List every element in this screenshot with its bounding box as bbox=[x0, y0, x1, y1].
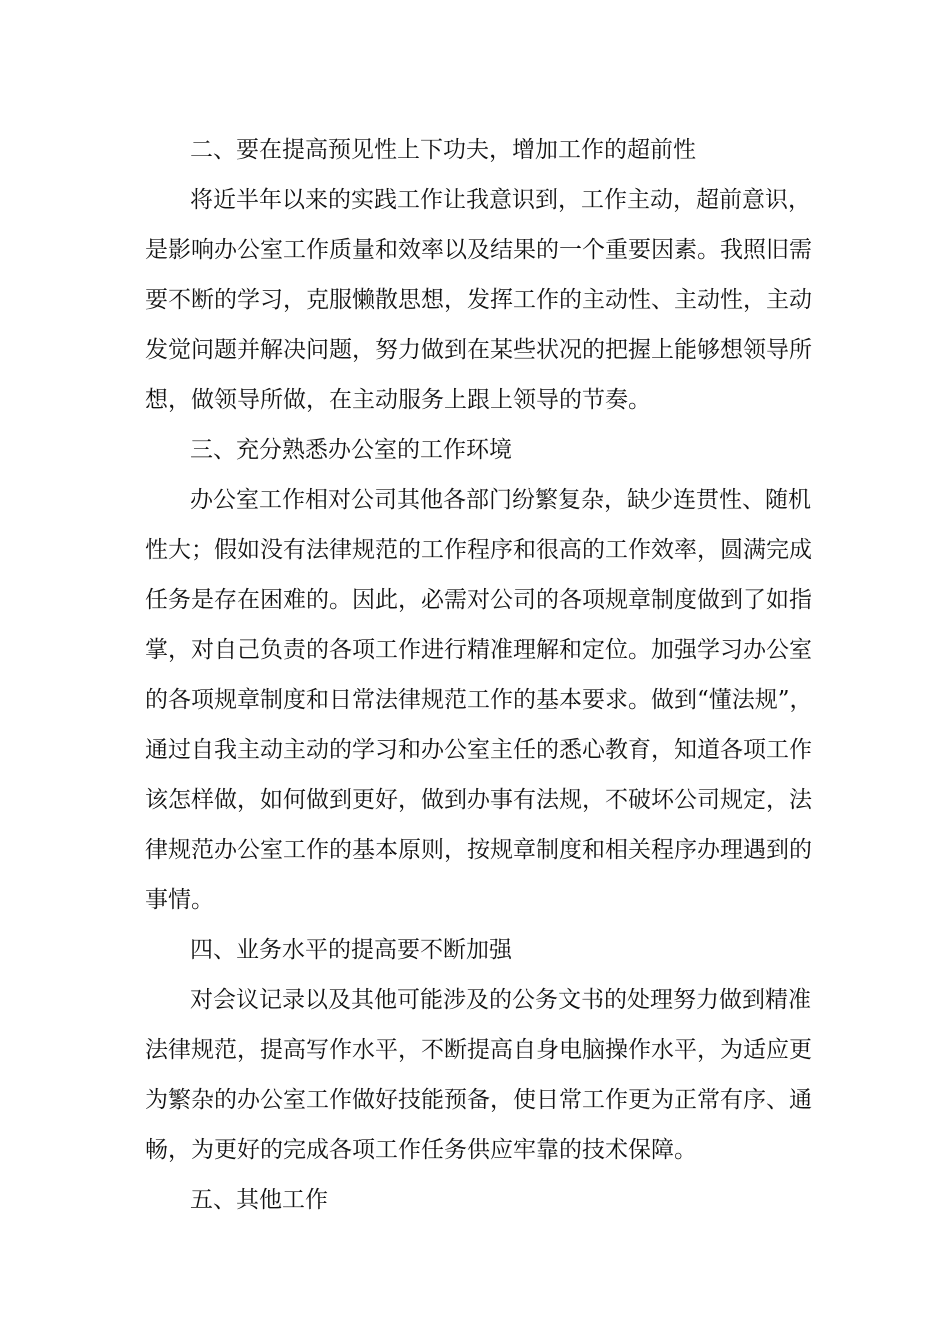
paragraph-line: 发觉问题并解决问题，努力做到在某些状况的把握上能够想领导所 bbox=[145, 337, 812, 363]
paragraph-line: 律规范办公室工作的基本原则，按规章制度和相关程序办理遇到的 bbox=[145, 837, 812, 863]
paragraph-line: 该怎样做，如何做到更好，做到办事有法规，不破坏公司规定，法 bbox=[145, 787, 812, 813]
paragraph-line: 通过自我主动主动的学习和办公室主任的悉心教育，知道各项工作 bbox=[145, 737, 812, 763]
paragraph-line: 任务是存在困难的。因此，必需对公司的各项规章制度做到了如指 bbox=[145, 587, 812, 613]
paragraph-line: 性大；假如没有法律规范的工作程序和很高的工作效率，圆满完成 bbox=[145, 537, 812, 563]
paragraph-line: 的各项规章制度和日常法律规范工作的基本要求。做到“懂法规”， bbox=[145, 687, 813, 713]
paragraph-line: 事情。 bbox=[145, 887, 214, 913]
heading-5: 五、其他工作 bbox=[190, 1187, 328, 1213]
heading-2: 二、要在提高预见性上下功夫，增加工作的超前性 bbox=[190, 137, 696, 163]
paragraph-line: 想，做领导所做，在主动服务上跟上领导的节奏。 bbox=[145, 387, 651, 413]
paragraph-line: 为繁杂的办公室工作做好技能预备，使日常工作更为正常有序、通 bbox=[145, 1087, 812, 1113]
paragraph-line: 对会议记录以及其他可能涉及的公务文书的处理努力做到精准 bbox=[190, 987, 811, 1013]
paragraph-line: 畅，为更好的完成各项工作任务供应牢靠的技术保障。 bbox=[145, 1137, 697, 1163]
paragraph-line: 要不断的学习，克服懒散思想，发挥工作的主动性、主动性，主动 bbox=[145, 287, 812, 313]
paragraph-line: 掌，对自己负责的各项工作进行精准理解和定位。加强学习办公室 bbox=[145, 637, 812, 663]
heading-4: 四、业务水平的提高要不断加强 bbox=[190, 937, 512, 963]
heading-3: 三、充分熟悉办公室的工作环境 bbox=[190, 437, 512, 463]
paragraph-line: 将近半年以来的实践工作让我意识到，工作主动，超前意识， bbox=[190, 187, 811, 213]
paragraph-line: 法律规范，提高写作水平，不断提高自身电脑操作水平，为适应更 bbox=[145, 1037, 812, 1063]
paragraph-line: 是影响办公室工作质量和效率以及结果的一个重要因素。我照旧需 bbox=[145, 237, 812, 263]
paragraph-line: 办公室工作相对公司其他各部门纷繁复杂，缺少连贯性、随机 bbox=[190, 487, 811, 513]
